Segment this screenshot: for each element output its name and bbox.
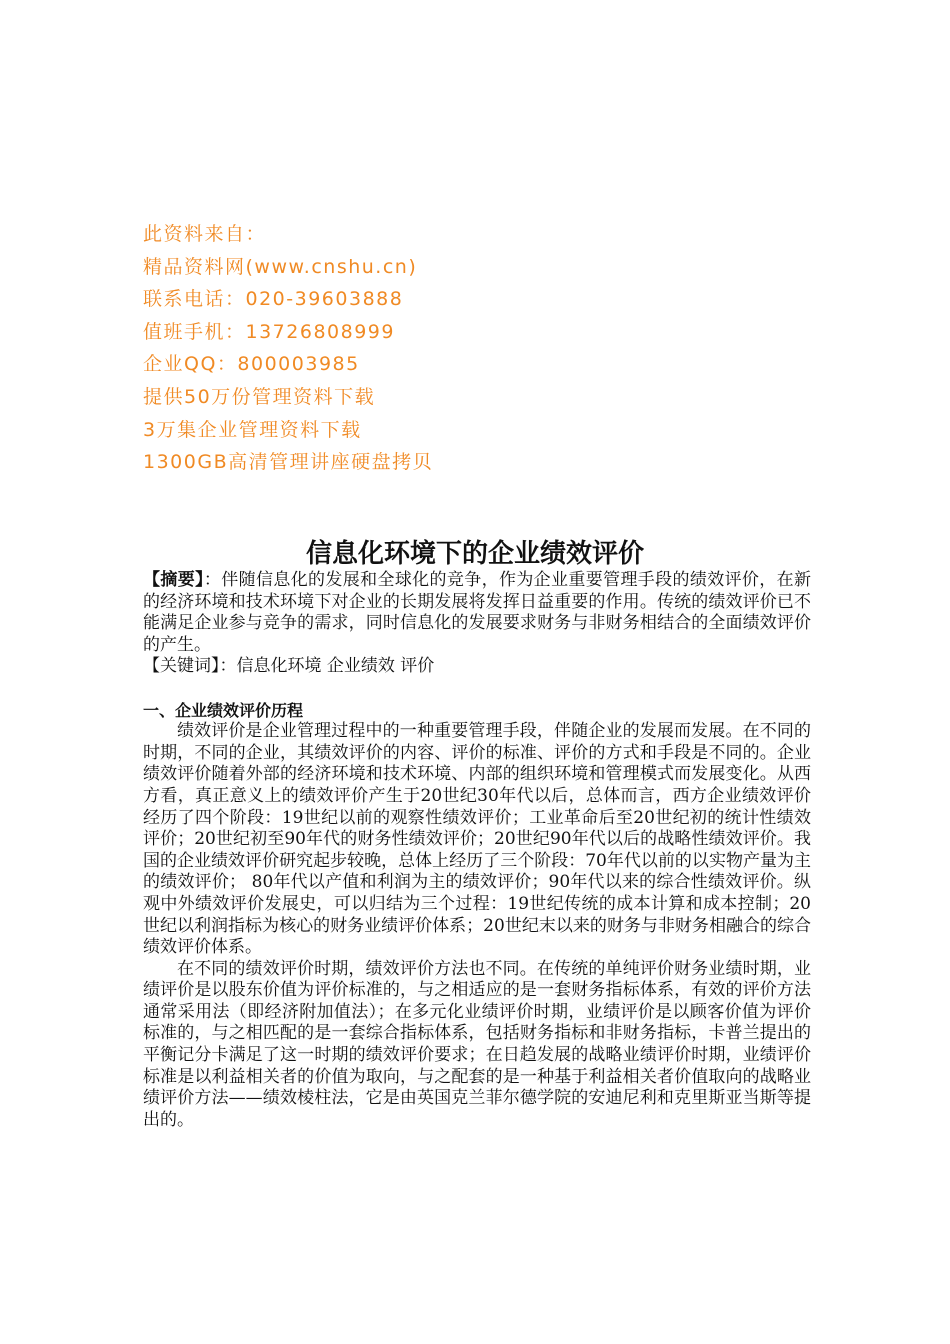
document-body xyxy=(143,570,811,1131)
source-line-phone: 联系电话：020-39603888 xyxy=(143,288,404,311)
abstract-text: ：伴随信息化的发展和全球化的竞争，作为企业重要管理手段的绩效评价，在新的经济环境和技术环境下对企业的长期发展将发挥日益重要的作用。传统的绩效评价已不能满足企业参与竞争的需求，同时信息化的发展要求财务与非财务相结合的全面绩效评价的产生。 xyxy=(143,570,811,655)
body-paragraph-1: 绩效评价是企业管理过程中的一种重要管理手段，伴随企业的发展而发展。在不同的时期，不同的企业，其绩效评价的内容、评价的标准、评价的方式和手段是不同的。企业绩效评价随着外部的经济环境和技术环境、内部的组织环境和管理模式而发展变化。从西方看，真正意义上的绩效评价产生于20世纪30年代以后，总体而言，西方企业绩效评价经历了四个阶段：19世纪以前的观察性绩效评价；工业革命后至20世纪初的统计性绩效评价；20世纪初至90年代的财务性绩效评价；20世纪90年代以后的战略性绩效评价。我国的企业绩效评价研究起步较晚，总体上经历了三个阶段：70年代以前的以实物产量为主的绩效评价； 80年代以产值和利润为主的绩效评价；90年代以来的综合性绩效评价。纵观中外绩效评价发展史，可以归结为三个过程：19世纪传统的成本计算和成本控制；20世纪以利润指标为核心的财务业绩评价体系；20世纪末以来的财务与非财务相融合的综合绩效评价体系。 xyxy=(143,721,811,958)
section-heading: 一、企业绩效评价历程 xyxy=(143,700,304,720)
document-title: 信息化环境下的企业绩效评价 xyxy=(305,539,644,569)
body-paragraph-2: 在不同的绩效评价时期，绩效评价方法也不同。在传统的单纯评价财务业绩时期，业绩评价是以股东价值为评价标准的，与之相适应的是一套财务指标体系，有效的评价方法通常采用法（即经济附加值法）；在多元化业绩评价时期，业绩评价是以顾客价值为评价标准的，与之相匹配的是一套综合指标体系，包括财务指标和非财务指标，卡普兰提出的平衡记分卡满足了这一时期的绩效评价要求；在日趋发展的战略业绩评价时期，业绩评价标准是以利益相关者的价值为取向，与之配套的是一种基于利益相关者价值取向的战略业绩评价方法——绩效棱柱法，它是由英国克兰菲尔德学院的安迪尼利和克里斯亚当斯等提出的。 xyxy=(143,958,811,1130)
source-line-header: 此资料来自： xyxy=(143,223,267,245)
keywords-paragraph xyxy=(143,656,811,678)
abstract-paragraph xyxy=(143,570,811,656)
source-line-offer-3: 1300GB高清管理讲座硬盘拷贝 xyxy=(143,451,434,474)
source-line-offer-2: 3万集企业管理资料下载 xyxy=(143,418,362,441)
source-line-website: 精品资料网(www.cnshu.cn) xyxy=(143,255,418,278)
source-line-qq: 企业QQ：800003985 xyxy=(143,353,360,376)
source-line-offer-1: 提供50万份管理资料下载 xyxy=(143,385,376,408)
keywords-text: ：信息化环境 企业绩效 评价 xyxy=(219,656,435,677)
keywords-label: 【关键词】 xyxy=(143,656,220,677)
abstract-label: 【摘要】 xyxy=(143,570,204,590)
source-info-block xyxy=(143,218,843,479)
source-line-mobile: 值班手机：13726808999 xyxy=(143,320,395,343)
